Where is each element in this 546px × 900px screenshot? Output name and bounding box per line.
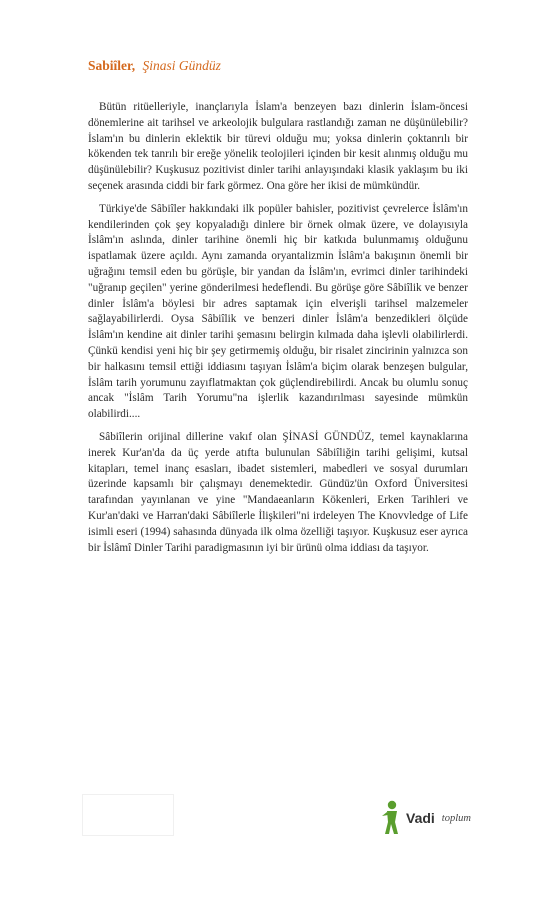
- publisher-series: toplum: [441, 812, 471, 824]
- publisher-logo: [380, 800, 471, 836]
- blurb-paragraph-1: Bütün ritüelleriyle, inançlarıyla İslam'a benzeyen bazı dinlerin İslam-öncesi dönemlerine ait tarihsel ve arkeolojik bulgulara rastlandığı zaman ne düşünülebilir? İslam'ın bu dinlerin eklektik bir türevi olduğu mu; yoksa dinlerin çoktanrılı bir kökenden tek tanrılı bir ereğe yönelik teolojileri içinden bir kesit alınmış olduğu mu düşünülebilir? Kuşkusuz pozitivist dinler tarihi anlayışındaki klasik yaklaşım bu iki seçenek arasında ciddi bir fark görmez. Ona göre her ikisi de mümkündür.: [88, 101, 468, 192]
- blurb-paragraph-2: Türkiye'de Sâbiîler hakkındaki ilk popüler bahisler, pozitivist çevrelerce İslâm'ın kendilerinden çok şey kopyaladığı dinlere bir örnek olmak üzere, ve dolayısıyla İslâm'ın aslında, dinler tarihine önemli hiç bir katkıda bulunmamış olduğunu ispatlamak üzere açıldı. Aynı zamanda oryantalizmin İslâm'a bakışının önemli bir uğrağını temsil eden bu görüşle, bir yandan da İslâm'ın, evrimci dinler tarihindeki "uğranıp geçilen" yerine gönderilmesi hedeflendi. Bu görüşe göre Sâbiîlik ve benzer dinler İslâm'a böylesi bir adres saptamak için elverişli tarihsel malzemeler sağlayabilirlerdi. Oysa Sâbiîlik ve benzeri dinler İslâm'a benzedikleri ölçüde İslâm'ın kendine ait dinler tarihi şemasını belirgin kılmada daha işlevli olabilirlerdi. Çünkü kendisi yeni hiç bir şey getirmemiş olduğu, bir risalet zincirinin yalnızca son bir halkasını temsil ettiği iddiasını taşıyan İslâm'a biçim olarak benzeşen bulgular, İslâm tarih yorumunu zayıflatmaktan çok güçlendirebilirdi. Ancak bu olumlu sonuç ancak "İslâm Tarih Yorumu"na işlerlik kazandırılması sayesinde mümkün olabilirdi....: [88, 202, 468, 421]
- book-header: [88, 58, 221, 74]
- vadi-figure-icon: [380, 800, 404, 836]
- book-author: Şinasi Gündüz: [142, 58, 221, 73]
- book-title: Sabiîler,: [88, 58, 136, 73]
- blurb-paragraph-3: Sâbiîlerin orijinal dillerine vakıf olan ŞİNASİ GÜNDÜZ, temel kaynaklarına inerek Kur'an'da da üç yerde atıfta bulunulan Sâbiîliğin tarihi gelişimi, kutsal kitapları, temel inanç esasları, ibadet sistemleri, mabedleri ve sosyal durumları üzerinde kapsamlı bir çalışmayı denemektedir. Gündüz'ün Oxford Üniversitesi tarafından yayınlanan ve yine "Mandaeanların Kökenleri, Erken Tarihleri ve Kur'an'daki ve Harran'daki Sâbiîlerle İlişkileri"ni irdeleyen The Knovvledge of Life isimli eseri (1994) sahasında dünyada ilk olma özelliği taşıyor. Kuşkusuz eser ayrıca bir İslâmî Dinler Tarihi paradigmasının iyi bir ürünü olma iddiası da taşıyor.: [88, 430, 468, 554]
- blurb-text: [88, 100, 468, 563]
- publisher-brand: Vadi: [406, 810, 435, 826]
- barcode-placeholder: [82, 794, 174, 836]
